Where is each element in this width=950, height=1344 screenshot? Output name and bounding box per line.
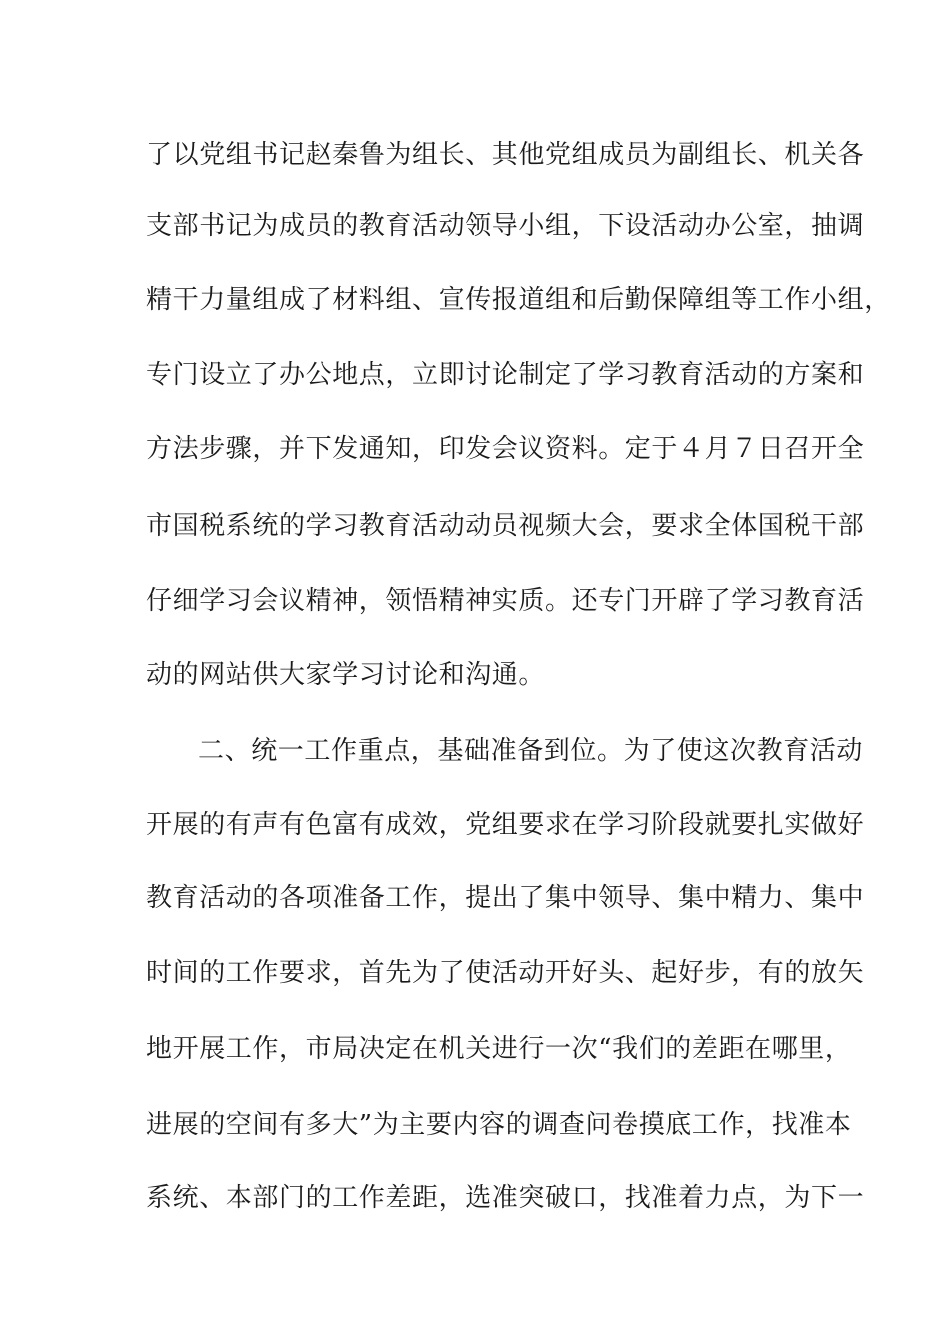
- text-line: 支部书记为成员的教育活动领导小组，下设活动办公室，抽调: [146, 211, 865, 241]
- text-line: 教育活动的各项准备工作，提出了集中领导、集中精力、集中: [146, 883, 865, 913]
- text-line: 地开展工作，市局决定在机关进行一次“我们的差距在哪里，: [146, 1034, 852, 1064]
- paragraph-first-line: 二、统一工作重点，基础准备到位。为了使这次教育活动: [198, 736, 864, 766]
- text-line: 时间的工作要求，首先为了使活动开好头、起好步，有的放矢: [146, 958, 865, 988]
- text-line: 开展的有声有色富有成效，党组要求在学习阶段就要扎实做好: [146, 810, 865, 840]
- text-line: 市国税系统的学习教育活动动员视频大会，要求全体国税干部: [146, 511, 865, 541]
- text-line: 精干力量组成了材料组、宣传报道组和后勤保障组等工作小组，: [146, 285, 891, 315]
- text-line: 动的网站供大家学习讨论和沟通。: [146, 660, 546, 690]
- text-line: 方法步骤，并下发通知，印发会议资料。定于４月７日召开全: [146, 434, 865, 464]
- text-line: 仔细学习会议精神，领悟精神实质。还专门开辟了学习教育活: [146, 586, 865, 616]
- text-line: 进展的空间有多大”为主要内容的调查问卷摸底工作，找准本: [146, 1110, 852, 1140]
- text-line: 了以党组书记赵秦鲁为组长、其他党组成员为副组长、机关各: [146, 140, 865, 170]
- text-line: 专门设立了办公地点，立即讨论制定了学习教育活动的方案和: [146, 360, 865, 390]
- text-line: 系统、本部门的工作差距，选准突破口，找准着力点，为下一: [146, 1183, 865, 1213]
